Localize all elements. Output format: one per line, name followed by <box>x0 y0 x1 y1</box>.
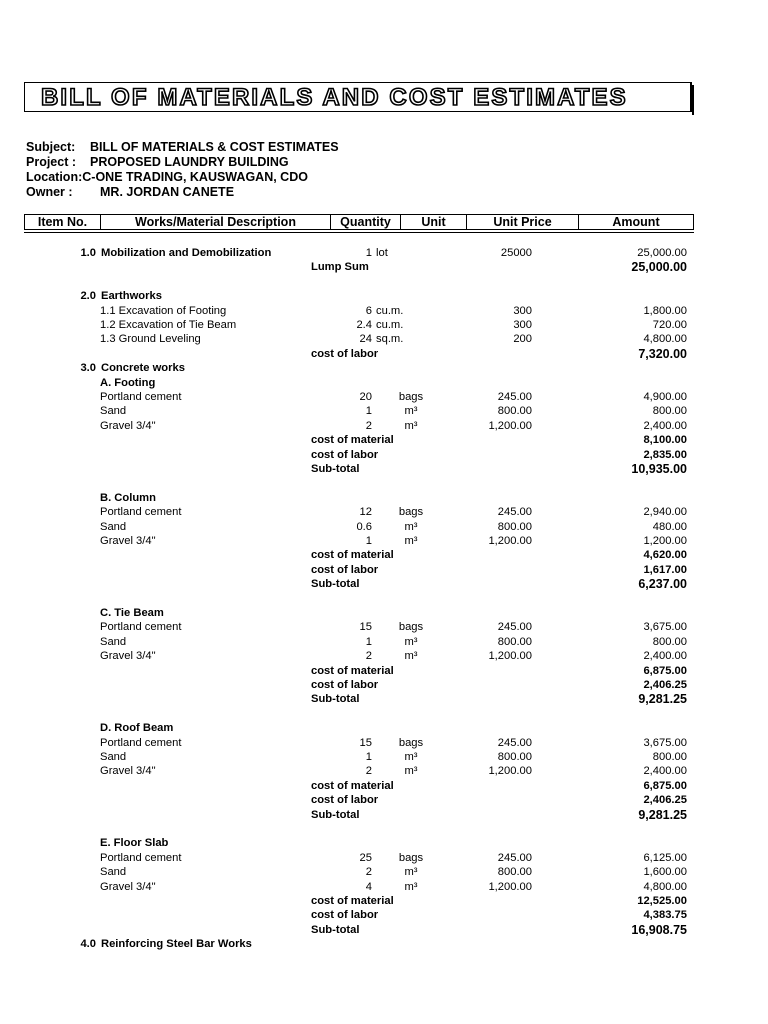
total-amount: 6,875.00 <box>643 779 687 792</box>
material-row <box>0 736 768 750</box>
quantity: 2 <box>365 765 372 778</box>
material-row <box>0 750 768 764</box>
unit: cu.m. <box>376 304 404 317</box>
total-amount: 1,617.00 <box>643 563 687 576</box>
unit-price: 800.00 <box>497 751 532 763</box>
unit: m³ <box>404 635 418 648</box>
subsection-title: E. Floor Slab <box>100 837 169 850</box>
total-row <box>0 692 768 706</box>
total-amount: 4,620.00 <box>643 549 687 562</box>
material-description: Sand <box>100 866 127 879</box>
unit: bags <box>398 736 424 749</box>
total-row <box>0 577 768 591</box>
material-row <box>0 390 768 404</box>
unit: m³ <box>404 520 418 533</box>
unit-price: 1,200.00 <box>488 650 532 663</box>
total-label: cost of material <box>311 434 394 447</box>
section-row <box>0 937 768 951</box>
unit-price: 1,200.00 <box>488 535 532 547</box>
quantity: 12 <box>359 506 372 519</box>
amount: 1,800.00 <box>643 304 687 317</box>
total-row <box>0 433 768 447</box>
material-row <box>0 419 768 433</box>
material-row <box>0 534 768 548</box>
section-title: Concrete works <box>101 362 185 375</box>
quantity: 1 <box>365 635 372 648</box>
material-row <box>0 404 768 418</box>
location-label: Location: <box>26 170 83 184</box>
unit: bags <box>398 391 424 403</box>
material-description: Portland cement <box>100 506 182 519</box>
subsection-row <box>0 721 768 735</box>
table-header <box>24 214 694 230</box>
material-description: Sand <box>100 635 127 648</box>
quantity: 1 <box>365 405 372 418</box>
amount: 4,800.00 <box>643 880 687 893</box>
header-item-no: Item No. <box>25 215 101 230</box>
total-label: Sub-total <box>311 923 360 936</box>
unit: bags <box>398 506 424 519</box>
unit-price: 200 <box>513 333 532 346</box>
total-amount: 12,525.00 <box>637 895 687 907</box>
unit: m³ <box>404 535 418 547</box>
subsection-title: D. Roof Beam <box>100 722 174 735</box>
total-label: cost of labor <box>311 909 379 922</box>
amount: 4,800.00 <box>643 333 687 346</box>
total-row <box>0 793 768 807</box>
material-row <box>0 764 768 778</box>
total-row <box>0 908 768 922</box>
section-title: Mobilization and Demobilization <box>101 247 272 259</box>
quantity: 15 <box>359 736 372 749</box>
item-number: 2.0 <box>80 290 96 303</box>
header-divider <box>24 232 694 233</box>
subject-label: Subject: <box>26 140 76 154</box>
quantity: 1 <box>365 247 372 259</box>
total-label: cost of labor <box>311 347 379 360</box>
amount: 2,400.00 <box>643 419 687 432</box>
total-label: Sub-total <box>311 578 360 591</box>
project-line <box>26 155 289 169</box>
material-row <box>0 865 768 879</box>
total-amount: 7,320.00 <box>638 346 687 361</box>
total-row <box>0 923 768 937</box>
amount: 1,600.00 <box>643 866 687 879</box>
total-row <box>0 808 768 822</box>
total-row <box>0 347 768 361</box>
material-description: Portland cement <box>100 391 182 403</box>
material-description: Portland cement <box>100 736 182 749</box>
material-row <box>0 332 768 346</box>
unit: m³ <box>404 866 418 879</box>
total-amount: 2,835.00 <box>643 448 687 461</box>
section-row <box>0 289 768 303</box>
owner-label: Owner : <box>26 185 73 199</box>
amount: 3,675.00 <box>643 621 687 634</box>
material-description: Portland cement <box>100 851 182 864</box>
unit-price: 800.00 <box>497 635 532 648</box>
unit: cu.m. <box>376 319 404 331</box>
section-title: Reinforcing Steel Bar Works <box>101 938 252 951</box>
quantity: 1 <box>365 751 372 763</box>
subject-value: BILL OF MATERIALS & COST ESTIMATES <box>90 140 339 154</box>
material-description: Gravel 3/4" <box>100 535 156 547</box>
unit-price: 1,200.00 <box>488 765 532 778</box>
unit-price: 1,200.00 <box>488 880 532 893</box>
total-row <box>0 664 768 678</box>
total-row <box>0 548 768 562</box>
subsection-title: A. Footing <box>100 376 156 389</box>
header-description: Works/Material Description <box>101 215 331 230</box>
unit: m³ <box>404 405 418 418</box>
material-row <box>0 620 768 634</box>
header-quantity: Quantity <box>331 215 401 230</box>
amount: 2,400.00 <box>643 765 687 778</box>
total-amount: 25,000.00 <box>631 260 687 275</box>
total-row <box>0 563 768 577</box>
subsection-row <box>0 491 768 505</box>
subsection-title: C. Tie Beam <box>100 607 164 619</box>
material-row <box>0 505 768 519</box>
quantity: 2 <box>365 650 372 663</box>
unit-price: 245.00 <box>497 736 532 749</box>
material-description: Portland cement <box>100 621 182 634</box>
item-number: 3.0 <box>80 362 96 375</box>
unit: m³ <box>404 880 418 893</box>
unit: m³ <box>404 419 418 432</box>
total-label: cost of labor <box>311 448 379 461</box>
unit-price: 800.00 <box>497 866 532 879</box>
item-number: 4.0 <box>80 938 96 951</box>
amount: 800.00 <box>652 751 687 763</box>
quantity: 1 <box>365 535 372 547</box>
location-line <box>26 170 308 184</box>
material-row <box>0 851 768 865</box>
unit-price: 245.00 <box>497 506 532 519</box>
material-description: Gravel 3/4" <box>100 419 156 432</box>
material-description: Gravel 3/4" <box>100 880 156 893</box>
total-label: cost of material <box>311 664 394 677</box>
unit: m³ <box>404 650 418 663</box>
total-amount: 9,281.25 <box>638 692 687 707</box>
total-label: cost of labor <box>311 563 379 576</box>
amount: 800.00 <box>652 405 687 418</box>
unit: lot <box>376 247 388 259</box>
unit-price: 1,200.00 <box>488 419 532 432</box>
total-amount: 10,935.00 <box>631 462 687 476</box>
amount: 4,900.00 <box>643 391 687 403</box>
amount: 3,675.00 <box>643 736 687 749</box>
subsection-row <box>0 376 768 390</box>
total-label: cost of material <box>311 549 394 562</box>
total-row <box>0 779 768 793</box>
material-description: Sand <box>100 405 127 418</box>
total-amount: 2,406.25 <box>643 794 687 807</box>
material-description: Gravel 3/4" <box>100 765 156 778</box>
quantity: 24 <box>359 333 372 346</box>
material-description: 1.1 Excavation of Footing <box>100 304 227 317</box>
section-title: Earthworks <box>101 290 162 303</box>
quantity: 25 <box>359 851 372 864</box>
total-amount: 2,406.25 <box>643 679 687 691</box>
unit: bags <box>398 851 424 864</box>
quantity: 15 <box>359 621 372 634</box>
total-label: cost of material <box>311 779 394 792</box>
document-title: BILL OF MATERIALS AND COST ESTIMATES <box>41 84 628 111</box>
amount: 1,200.00 <box>643 535 687 547</box>
total-row <box>0 678 768 692</box>
document-title-box <box>24 82 692 112</box>
section-row <box>0 246 768 260</box>
quantity: 4 <box>365 880 372 893</box>
total-label: Sub-total <box>311 693 360 706</box>
material-row <box>0 880 768 894</box>
header-unit: Unit <box>401 215 467 230</box>
total-amount: 9,281.25 <box>638 807 687 822</box>
subsection-title: B. Column <box>100 491 156 504</box>
total-amount: 16,908.75 <box>631 922 687 937</box>
unit-price: 300 <box>513 319 532 331</box>
quantity: 0.6 <box>356 520 372 533</box>
total-row <box>0 448 768 462</box>
header-unit-price: Unit Price <box>467 215 579 230</box>
amount: 800.00 <box>652 635 687 648</box>
total-row <box>0 260 768 274</box>
owner-value: MR. JORDAN CANETE <box>100 185 235 199</box>
total-label: cost of material <box>311 895 394 907</box>
quantity: 2 <box>365 419 372 432</box>
header-amount: Amount <box>612 215 660 229</box>
unit-price: 245.00 <box>497 851 532 864</box>
amount: 25,000.00 <box>637 247 687 259</box>
quantity: 6 <box>365 304 372 317</box>
unit-price: 245.00 <box>497 621 532 634</box>
project-label: Project : <box>26 155 77 169</box>
material-description: 1.3 Ground Leveling <box>100 333 201 346</box>
material-row <box>0 649 768 663</box>
location-value: C-ONE TRADING, KAUSWAGAN, CDO <box>82 170 308 184</box>
subsection-row <box>0 836 768 850</box>
material-description: Sand <box>100 751 127 763</box>
quantity: 2 <box>365 866 372 879</box>
unit: m³ <box>404 751 418 763</box>
subsection-row <box>0 606 768 620</box>
total-label: Sub-total <box>311 463 360 475</box>
total-row <box>0 462 768 476</box>
quantity: 2.4 <box>356 319 372 331</box>
unit: bags <box>398 621 424 634</box>
total-amount: 8,100.00 <box>643 434 687 447</box>
unit-price: 25000 <box>500 247 532 259</box>
material-row <box>0 520 768 534</box>
total-label: Sub-total <box>311 808 360 821</box>
amount: 2,400.00 <box>643 650 687 663</box>
subject-line <box>26 140 339 154</box>
total-label: Lump Sum <box>311 261 369 274</box>
material-row <box>0 635 768 649</box>
unit: sq.m. <box>376 333 404 346</box>
material-description: Sand <box>100 520 127 533</box>
amount: 6,125.00 <box>643 851 687 864</box>
total-label: cost of labor <box>311 679 379 691</box>
amount: 720.00 <box>652 319 687 331</box>
total-label: cost of labor <box>311 794 379 807</box>
unit: m³ <box>404 765 418 778</box>
material-row <box>0 304 768 318</box>
amount: 480.00 <box>652 520 687 533</box>
total-row <box>0 894 768 908</box>
section-row <box>0 361 768 375</box>
total-amount: 6,237.00 <box>638 577 687 592</box>
unit-price: 800.00 <box>497 520 532 533</box>
total-amount: 4,383.75 <box>643 909 687 922</box>
item-number: 1.0 <box>80 247 96 259</box>
material-row <box>0 318 768 332</box>
quantity: 20 <box>359 391 372 403</box>
material-description: 1.2 Excavation of Tie Beam <box>100 319 237 331</box>
unit-price: 245.00 <box>497 391 532 403</box>
amount: 2,940.00 <box>643 506 687 519</box>
total-amount: 6,875.00 <box>643 664 687 677</box>
material-description: Gravel 3/4" <box>100 650 156 663</box>
unit-price: 800.00 <box>497 405 532 418</box>
project-value: PROPOSED LAUNDRY BUILDING <box>90 155 289 169</box>
owner-line <box>26 185 234 199</box>
unit-price: 300 <box>513 304 532 317</box>
